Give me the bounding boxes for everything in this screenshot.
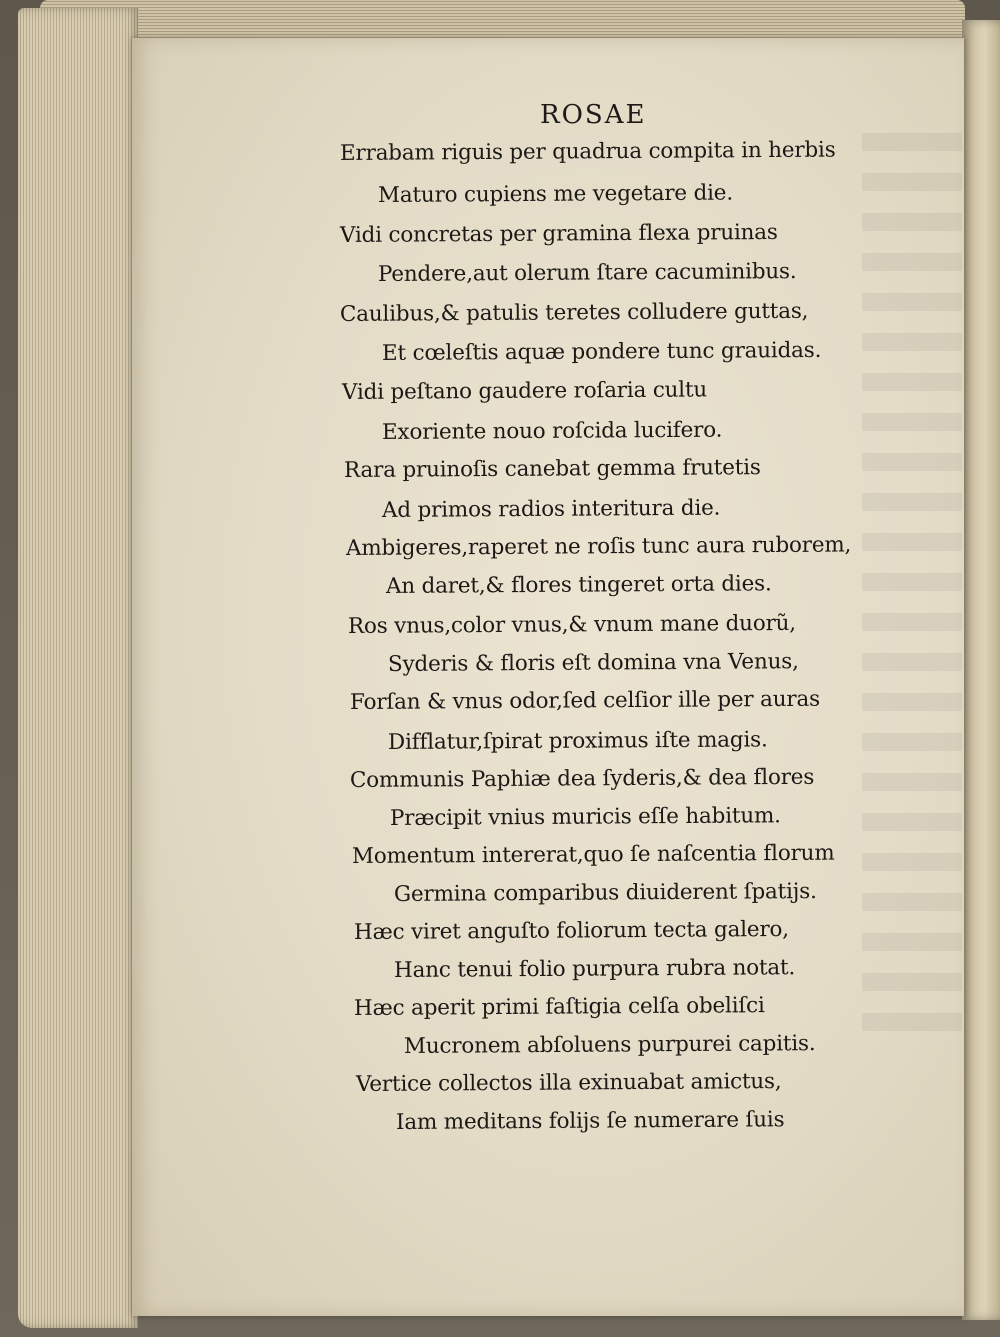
verse-line: Caulibus,& patulis teretes colludere guttas, (339, 298, 809, 327)
verse-line: Ambigeres,raperet ne roſis tunc aura ruborem, (345, 532, 852, 561)
verse-line: Mucronem abſoluens purpurei capitis. (403, 1031, 816, 1059)
verse-line: An daret,& flores tingeret orta dies. (385, 571, 772, 599)
verse-line: Momentum intererat,quo ſe naſcentia florum (351, 840, 835, 869)
verse-line: Syderis & floris eſt domina vna Venus, (387, 649, 799, 677)
running-head: ROSAE (540, 100, 647, 130)
verse-line: Rara pruinoſis canebat gemma frutetis (343, 455, 761, 483)
verse-line: Ros vnus,color vnus,& vnum mane duorũ, (347, 610, 796, 639)
verse-line: Exoriente nouo roſcida lucifero. (381, 417, 723, 445)
verse-line: Vidi peſtano gaudere roſaria cultu (341, 377, 708, 405)
verse-line: Germina comparibus diuiderent ſpatijs. (393, 879, 817, 907)
verse-line: Vertice collectos illa exinuabat amictus, (355, 1069, 782, 1097)
verse-line: Hæc aperit primi faſtigia celſa obeliſci (353, 993, 765, 1021)
verse-line: Hanc tenui folio purpura rubra notat. (393, 955, 796, 983)
verse-line: Et cœleſtis aquæ pondere tunc grauidas. (381, 337, 822, 366)
verse-line: Forſan & vnus odor,ſed celſior ille per auras (349, 686, 820, 715)
verse-line: Hæc viret anguſto foliorum tecta galero, (353, 916, 789, 945)
verse-line: Pendere,aut olerum ſtare cacuminibus. (377, 259, 797, 287)
verse-line: Difflatur,ſpirat proximus iſte magis. (387, 727, 768, 755)
verse-line: Communis Paphiæ dea ſyderis,& dea flores (349, 764, 815, 793)
verse-line: Præcipit vnius muricis eſſe habitum. (389, 803, 781, 831)
verse-line: Ad primos radios interitura die. (381, 495, 721, 523)
verse-line: Errabam riguis per quadrua compita in herbis (339, 137, 836, 166)
verse-line: Maturo cupiens me vegetare die. (377, 180, 734, 208)
verse-line: Vidi concretas per gramina flexa pruinas (339, 219, 778, 248)
verse-line: Iam meditans folijs ſe numerare ſuis (395, 1107, 785, 1135)
